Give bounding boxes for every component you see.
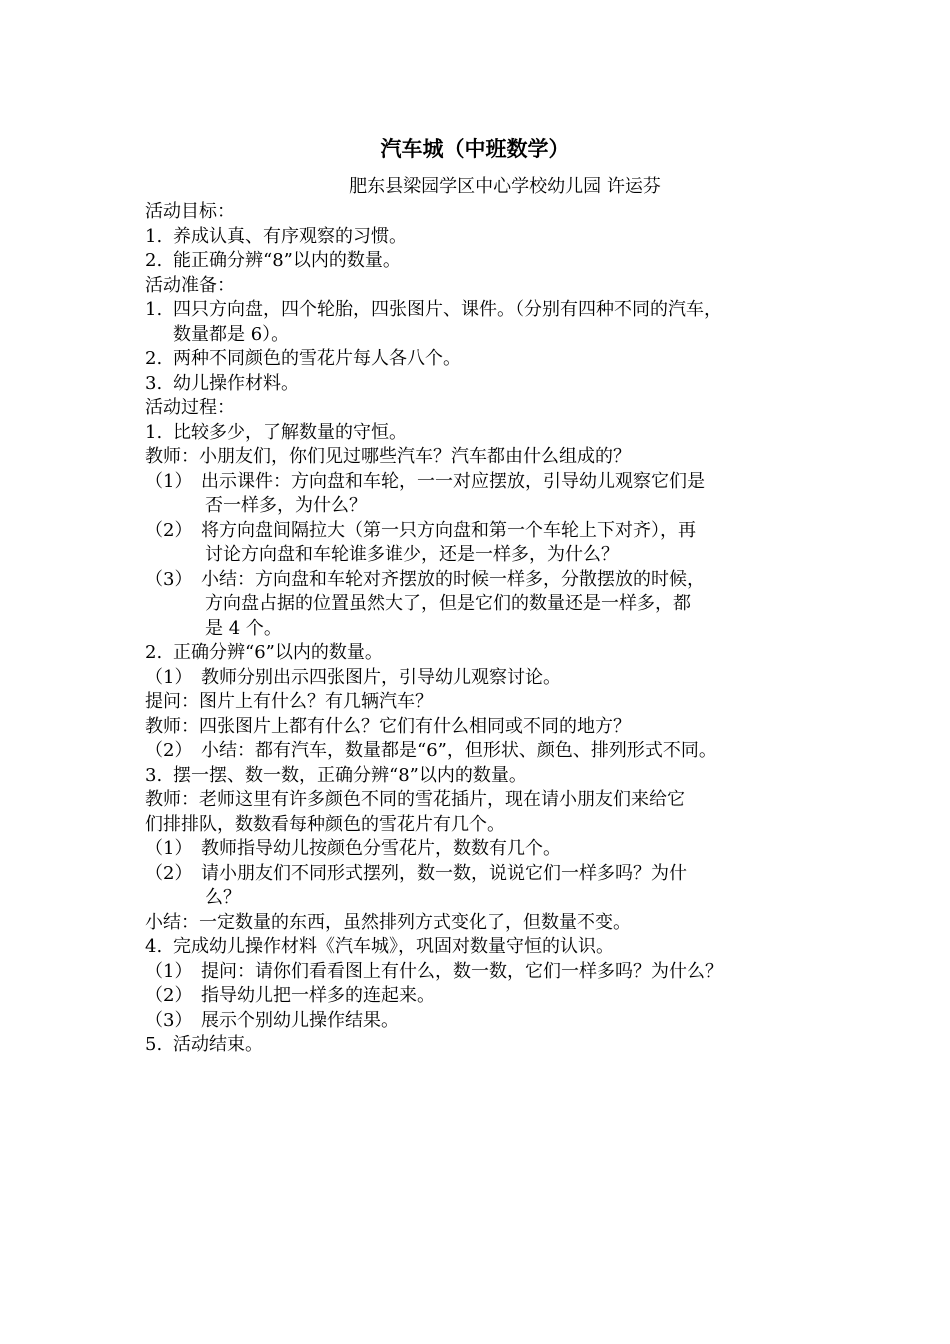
text-line [145, 274, 830, 299]
line-text: 小结：一定数量的东西，虽然排列方式变化了，但数量不变。 [145, 911, 631, 933]
list-marker: 2. [145, 642, 163, 663]
text-line [145, 666, 830, 691]
text-line [145, 568, 830, 593]
line-text: 请小朋友们不同形式摆列，数一数，说说它们一样多吗？为什 [201, 862, 687, 884]
text-line [145, 739, 830, 764]
text-line [145, 347, 830, 372]
text-line [145, 813, 830, 838]
text-line [145, 592, 830, 617]
document-author: 肥东县梁园学区中心学校幼儿园 许运芬 [349, 176, 661, 197]
line-text: 方向盘占据的位置虽然大了，但是它们的数量还是一样多，都 [205, 593, 691, 614]
list-marker: （2） [145, 740, 193, 761]
list-marker: 5. [145, 1034, 163, 1055]
list-marker: 3. [145, 764, 163, 786]
list-marker: 4. [145, 936, 163, 957]
line-text: 教师分别出示四张图片，引导幼儿观察讨论。 [201, 666, 561, 688]
list-marker: 1. [145, 421, 163, 443]
text-line [145, 396, 830, 421]
line-text: 教师：四张图片上都有什么？它们有什么相同或不同的地方？ [145, 715, 631, 737]
text-line [145, 421, 830, 446]
text-line [145, 984, 830, 1009]
text-line [145, 470, 830, 495]
line-text: 讨论方向盘和车轮谁多谁少，还是一样多，为什么？ [205, 544, 619, 565]
list-marker: （2） [145, 985, 193, 1006]
text-line [145, 494, 830, 519]
list-marker: 2. [145, 250, 163, 271]
text-line [145, 911, 830, 936]
list-marker: （1） [145, 838, 193, 859]
text-line [145, 935, 830, 960]
line-text: 活动过程： [145, 397, 235, 418]
line-text: 指导幼儿把一样多的连起来。 [201, 985, 435, 1006]
line-text: 教师指导幼儿按颜色分雪花片，数数有几个。 [201, 838, 561, 859]
line-text: 小结：方向盘和车轮对齐摆放的时候一样多，分散摆放的时候， [201, 568, 705, 590]
list-marker: 3. [145, 372, 163, 394]
line-text: 么？ [205, 887, 241, 908]
line-text: 两种不同颜色的雪花片每人各八个。 [173, 348, 461, 369]
list-marker: （1） [145, 666, 193, 688]
text-line [145, 519, 830, 544]
list-marker: （3） [145, 1009, 193, 1031]
list-marker: 1. [145, 299, 163, 320]
text-line [145, 1033, 830, 1058]
text-line [145, 225, 830, 250]
list-marker: （3） [145, 568, 193, 590]
list-marker: （2） [145, 862, 193, 884]
line-text: 出示课件：方向盘和车轮，一一对应摆放，引导幼儿观察它们是 [201, 470, 705, 492]
text-line [145, 323, 830, 348]
line-text: 活动结束。 [173, 1034, 263, 1055]
text-line [145, 690, 830, 715]
line-text: 活动准备： [145, 274, 235, 296]
line-text: 活动目标： [145, 201, 235, 222]
text-line [145, 886, 830, 911]
line-text: 提问：请你们看看图上有什么，数一数，它们一样多吗？为什么？ [201, 960, 723, 982]
document-body [145, 200, 830, 1058]
line-text: 是 4 个。 [205, 617, 282, 639]
line-text: 小结：都有汽车，数量都是“6”，但形状、颜色、排列形式不同。 [201, 740, 717, 761]
text-line [145, 1009, 830, 1034]
line-text: 养成认真、有序观察的习惯。 [173, 225, 407, 247]
text-line [145, 298, 830, 323]
list-marker: 2. [145, 348, 163, 369]
text-line [145, 764, 830, 789]
line-text: 正确分辨“6”以内的数量。 [173, 642, 383, 663]
line-text: 幼儿操作材料。 [173, 372, 299, 394]
text-line [145, 641, 830, 666]
text-line [145, 543, 830, 568]
text-line [145, 249, 830, 274]
text-line [145, 960, 830, 985]
line-text: 摆一摆、数一数，正确分辨“8”以内的数量。 [173, 764, 527, 786]
line-text: 能正确分辨“8”以内的数量。 [173, 250, 401, 271]
list-marker: 1. [145, 225, 163, 247]
text-line [145, 617, 830, 642]
text-line [145, 445, 830, 470]
document-title: 汽车城（中班数学） [380, 136, 570, 161]
line-text: 四只方向盘，四个轮胎，四张图片、课件。（分别有四种不同的汽车， [173, 299, 722, 320]
text-line [145, 200, 830, 225]
line-text: 们排排队，数数看每种颜色的雪花片有几个。 [145, 813, 505, 835]
text-line [145, 372, 830, 397]
text-line [145, 862, 830, 887]
line-text: 数量都是 6）。 [173, 323, 290, 345]
list-marker: （1） [145, 470, 193, 492]
line-text: 展示个别幼儿操作结果。 [201, 1009, 399, 1031]
text-line [145, 837, 830, 862]
line-text: 否一样多，为什么？ [205, 495, 367, 516]
line-text: 比较多少，了解数量的守恒。 [173, 421, 407, 443]
text-line [145, 788, 830, 813]
line-text: 完成幼儿操作材料《汽车城》，巩固对数量守恒的认识。 [173, 936, 614, 957]
list-marker: （2） [145, 519, 193, 541]
list-marker: （1） [145, 960, 193, 982]
line-text: 教师：老师这里有许多颜色不同的雪花插片，现在请小朋友们来给它 [145, 789, 685, 810]
text-line [145, 715, 830, 740]
line-text: 将方向盘间隔拉大（第一只方向盘和第一个车轮上下对齐），再 [201, 519, 696, 541]
line-text: 提问：图片上有什么？有几辆汽车？ [145, 691, 433, 712]
line-text: 教师：小朋友们，你们见过哪些汽车？汽车都由什么组成的？ [145, 446, 631, 467]
document-page [145, 134, 830, 1058]
